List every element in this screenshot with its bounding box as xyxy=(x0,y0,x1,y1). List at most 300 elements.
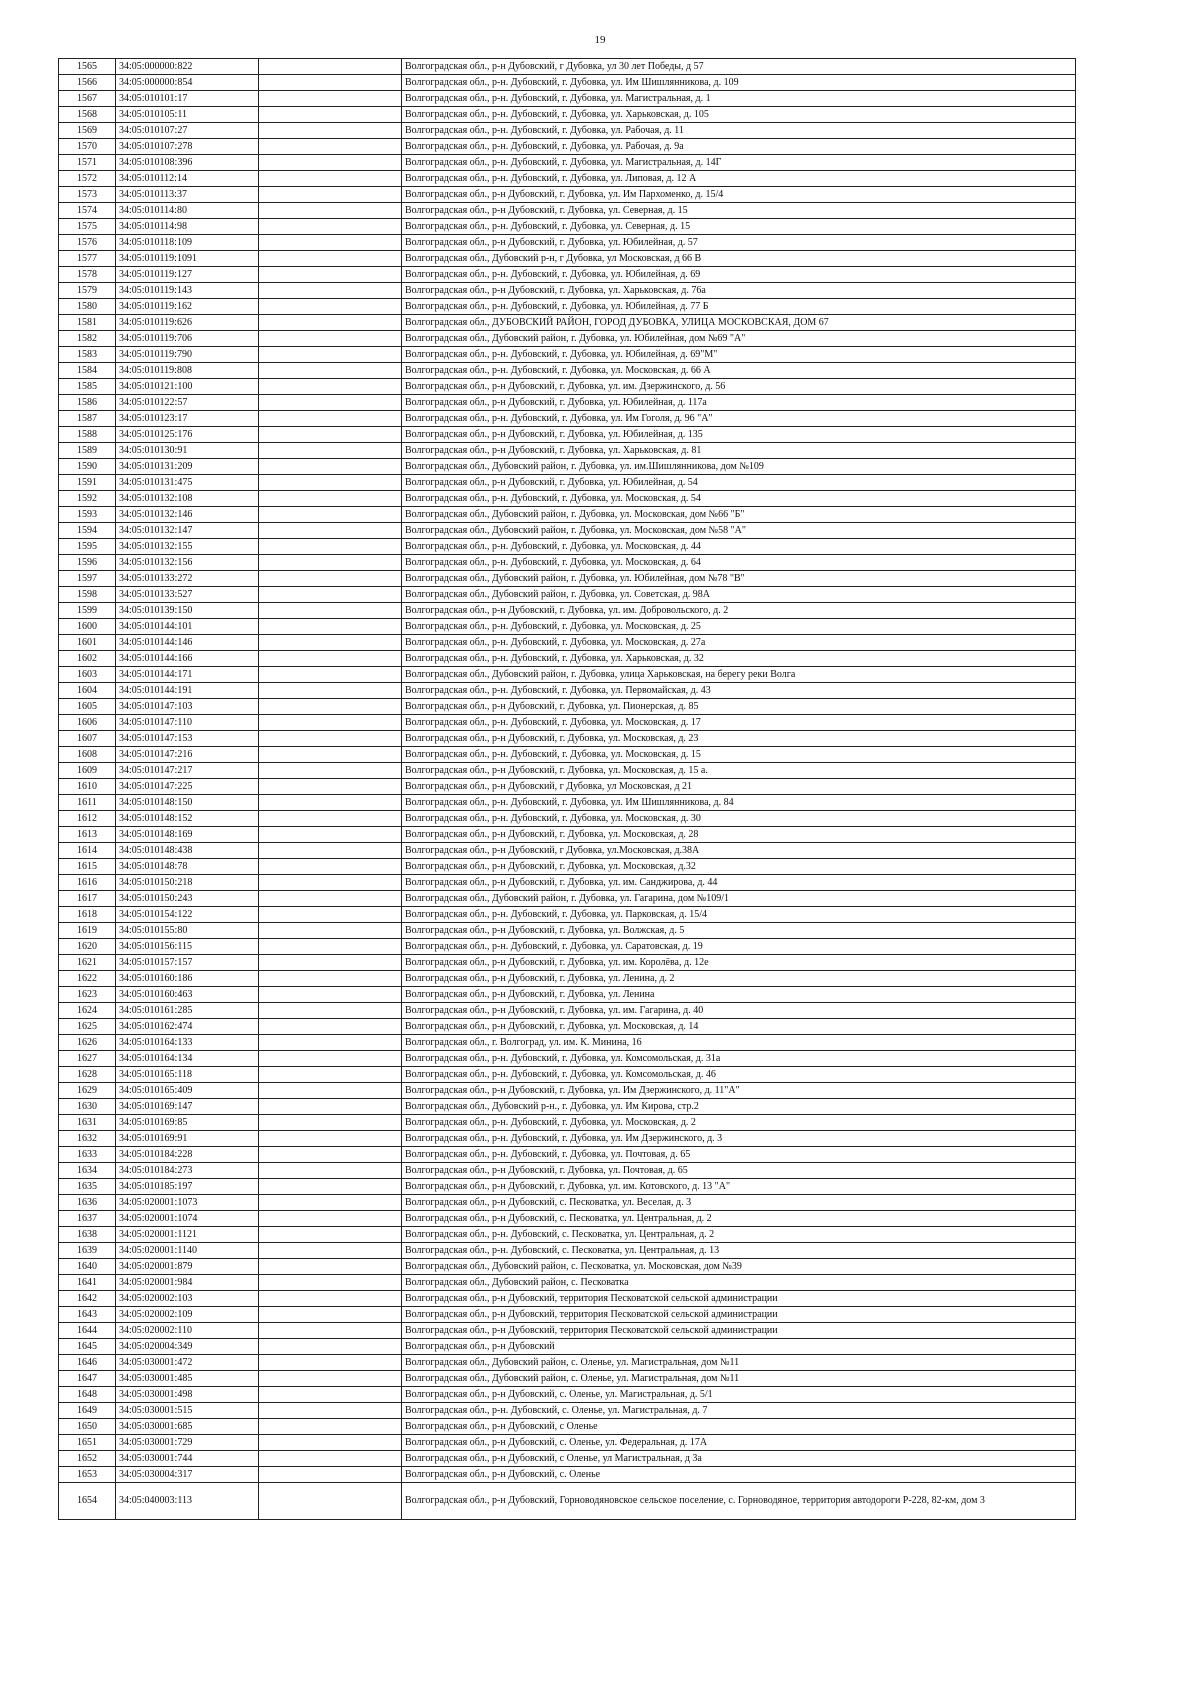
table-row xyxy=(59,283,1076,299)
row-number-cell: 1584 xyxy=(59,363,116,379)
table-row xyxy=(59,715,1076,731)
empty-cell xyxy=(259,283,402,299)
empty-cell xyxy=(259,907,402,923)
cadastral-number-cell: 34:05:010119:127 xyxy=(116,267,259,283)
address-cell: Волгоградская обл., р-н. Дубовский, г. Дубовка, ул. Рабочая, д. 11 xyxy=(402,123,1076,139)
address-cell: Волгоградская обл., р-н Дубовский, г. Дубовка, ул. Харьковская, д. 76а xyxy=(402,283,1076,299)
register-body xyxy=(59,59,1076,1520)
address-cell: Волгоградская обл., р-н. Дубовский, с. Песковатка, ул. Центральная, д. 2 xyxy=(402,1227,1076,1243)
cadastral-number-cell: 34:05:010147:153 xyxy=(116,731,259,747)
address-cell: Волгоградская обл., р-н Дубовский, территория Песковатской сельской администрации xyxy=(402,1323,1076,1339)
table-row xyxy=(59,939,1076,955)
row-number-cell: 1625 xyxy=(59,1019,116,1035)
row-number-cell: 1574 xyxy=(59,203,116,219)
row-number-cell: 1636 xyxy=(59,1195,116,1211)
cadastral-number-cell: 34:05:010119:626 xyxy=(116,315,259,331)
row-number-cell: 1645 xyxy=(59,1339,116,1355)
empty-cell xyxy=(259,587,402,603)
table-row xyxy=(59,651,1076,667)
cadastral-number-cell: 34:05:010112:14 xyxy=(116,171,259,187)
row-number-cell: 1582 xyxy=(59,331,116,347)
empty-cell xyxy=(259,731,402,747)
table-row xyxy=(59,1467,1076,1483)
empty-cell xyxy=(259,1067,402,1083)
empty-cell xyxy=(259,1483,402,1520)
row-number-cell: 1588 xyxy=(59,427,116,443)
row-number-cell: 1591 xyxy=(59,475,116,491)
cadastral-number-cell: 34:05:030001:515 xyxy=(116,1403,259,1419)
empty-cell xyxy=(259,347,402,363)
table-row xyxy=(59,1019,1076,1035)
empty-cell xyxy=(259,987,402,1003)
table-row xyxy=(59,763,1076,779)
table-row xyxy=(59,235,1076,251)
cadastral-number-cell: 34:05:010165:409 xyxy=(116,1083,259,1099)
address-cell: Волгоградская обл., Дубовский район, с. Оленье, ул. Магистральная, дом №11 xyxy=(402,1371,1076,1387)
address-cell: Волгоградская обл., р-н. Дубовский, г. Дубовка, ул. Им Шишлянникова, д. 84 xyxy=(402,795,1076,811)
table-row xyxy=(59,1211,1076,1227)
empty-cell xyxy=(259,507,402,523)
address-cell: Волгоградская обл., р-н Дубовский, г. Дубовка, ул. Северная, д. 15 xyxy=(402,203,1076,219)
cadastral-number-cell: 34:05:020002:103 xyxy=(116,1291,259,1307)
table-row xyxy=(59,1035,1076,1051)
row-number-cell: 1583 xyxy=(59,347,116,363)
row-number-cell: 1627 xyxy=(59,1051,116,1067)
cadastral-number-cell: 34:05:010162:474 xyxy=(116,1019,259,1035)
row-number-cell: 1634 xyxy=(59,1163,116,1179)
cadastral-number-cell: 34:05:020001:1121 xyxy=(116,1227,259,1243)
table-row xyxy=(59,667,1076,683)
table-row xyxy=(59,923,1076,939)
row-number-cell: 1581 xyxy=(59,315,116,331)
row-number-cell: 1578 xyxy=(59,267,116,283)
table-row xyxy=(59,1099,1076,1115)
empty-cell xyxy=(259,523,402,539)
cadastral-number-cell: 34:05:010154:122 xyxy=(116,907,259,923)
row-number-cell: 1568 xyxy=(59,107,116,123)
empty-cell xyxy=(259,363,402,379)
row-number-cell: 1579 xyxy=(59,283,116,299)
cadastral-number-cell: 34:05:010185:197 xyxy=(116,1179,259,1195)
cadastral-number-cell: 34:05:010164:133 xyxy=(116,1035,259,1051)
cadastral-number-cell: 34:05:010119:808 xyxy=(116,363,259,379)
empty-cell xyxy=(259,843,402,859)
row-number-cell: 1576 xyxy=(59,235,116,251)
row-number-cell: 1646 xyxy=(59,1355,116,1371)
empty-cell xyxy=(259,315,402,331)
table-row xyxy=(59,1131,1076,1147)
table-row xyxy=(59,843,1076,859)
table-row xyxy=(59,971,1076,987)
empty-cell xyxy=(259,1115,402,1131)
row-number-cell: 1614 xyxy=(59,843,116,859)
row-number-cell: 1647 xyxy=(59,1371,116,1387)
cadastral-number-cell: 34:05:010125:176 xyxy=(116,427,259,443)
table-row xyxy=(59,187,1076,203)
cadastral-number-cell: 34:05:010132:155 xyxy=(116,539,259,555)
address-cell: Волгоградская обл., Дубовский р-н., г. Дубовка, ул. Им Кирова, стр.2 xyxy=(402,1099,1076,1115)
address-cell: Волгоградская обл., Дубовский район, г. Дубовка, улица Харьковская, на берегу реки Волга xyxy=(402,667,1076,683)
row-number-cell: 1630 xyxy=(59,1099,116,1115)
empty-cell xyxy=(259,1339,402,1355)
empty-cell xyxy=(259,235,402,251)
row-number-cell: 1604 xyxy=(59,683,116,699)
address-cell: Волгоградская обл., р-н. Дубовский, г. Дубовка, ул. Саратовская, д. 19 xyxy=(402,939,1076,955)
empty-cell xyxy=(259,1275,402,1291)
empty-cell xyxy=(259,1291,402,1307)
address-cell: Волгоградская обл., р-н Дубовский, г. Дубовка, ул. Пионерская, д. 85 xyxy=(402,699,1076,715)
cadastral-number-cell: 34:05:030001:485 xyxy=(116,1371,259,1387)
address-cell: Волгоградская обл., р-н Дубовский, г. Дубовка, ул. Московская, д. 28 xyxy=(402,827,1076,843)
address-cell: Волгоградская обл., р-н Дубовский, г. Дубовка, ул. Московская, д. 14 xyxy=(402,1019,1076,1035)
address-cell: Волгоградская обл., р-н. Дубовский, г. Дубовка, ул. Комсомольская, д. 31а xyxy=(402,1051,1076,1067)
table-row xyxy=(59,827,1076,843)
cadastral-number-cell: 34:05:010139:150 xyxy=(116,603,259,619)
row-number-cell: 1617 xyxy=(59,891,116,907)
cadastral-number-cell: 34:05:020001:1073 xyxy=(116,1195,259,1211)
table-row xyxy=(59,107,1076,123)
table-row xyxy=(59,379,1076,395)
empty-cell xyxy=(259,139,402,155)
page-number: 19 xyxy=(594,34,606,46)
address-cell: Волгоградская обл., Дубовский район, г. Дубовка, ул. Юбилейная, дом №78 "В" xyxy=(402,571,1076,587)
address-cell: Волгоградская обл., р-н Дубовский, г. Дубовка, ул. Харьковская, д. 81 xyxy=(402,443,1076,459)
address-cell: Волгоградская обл., р-н. Дубовский, г. Дубовка, ул. Московская, д. 54 xyxy=(402,491,1076,507)
address-cell: Волгоградская обл., Дубовский район, г. Дубовка, ул. Советская, д. 98А xyxy=(402,587,1076,603)
cadastral-number-cell: 34:05:010161:285 xyxy=(116,1003,259,1019)
address-cell: Волгоградская обл., р-н Дубовский, г Дубовка, ул 30 лет Победы, д 57 xyxy=(402,59,1076,75)
table-row xyxy=(59,1323,1076,1339)
row-number-cell: 1603 xyxy=(59,667,116,683)
cadastral-number-cell: 34:05:010131:209 xyxy=(116,459,259,475)
table-row xyxy=(59,683,1076,699)
address-cell: Волгоградская обл., Дубовский район, г. Дубовка, ул. Гагарина, дом №109/1 xyxy=(402,891,1076,907)
table-row xyxy=(59,779,1076,795)
address-cell: Волгоградская обл., р-н Дубовский, территория Песковатской сельской администрации xyxy=(402,1307,1076,1323)
table-row xyxy=(59,1259,1076,1275)
row-number-cell: 1602 xyxy=(59,651,116,667)
table-row xyxy=(59,331,1076,347)
table-row xyxy=(59,1003,1076,1019)
row-number-cell: 1587 xyxy=(59,411,116,427)
address-cell: Волгоградская обл., р-н Дубовский, г. Дубовка, ул. Московская, д. 15 а. xyxy=(402,763,1076,779)
address-cell: Волгоградская обл., р-н. Дубовский, г. Дубовка, ул. Московская, д. 66 А xyxy=(402,363,1076,379)
cadastral-number-cell: 34:05:010147:110 xyxy=(116,715,259,731)
empty-cell xyxy=(259,1403,402,1419)
row-number-cell: 1573 xyxy=(59,187,116,203)
empty-cell xyxy=(259,571,402,587)
cadastral-number-cell: 34:05:010169:91 xyxy=(116,1131,259,1147)
empty-cell xyxy=(259,1163,402,1179)
address-cell: Волгоградская обл., р-н Дубовский, г. Дубовка, ул. им. Королёва, д. 12е xyxy=(402,955,1076,971)
address-cell: Волгоградская обл., Дубовский район, с. Оленье, ул. Магистральная, дом №11 xyxy=(402,1355,1076,1371)
cadastral-number-cell: 34:05:030001:685 xyxy=(116,1419,259,1435)
table-row xyxy=(59,955,1076,971)
empty-cell xyxy=(259,1467,402,1483)
cadastral-number-cell: 34:05:010147:216 xyxy=(116,747,259,763)
empty-cell xyxy=(259,443,402,459)
row-number-cell: 1619 xyxy=(59,923,116,939)
row-number-cell: 1628 xyxy=(59,1067,116,1083)
table-row xyxy=(59,571,1076,587)
row-number-cell: 1651 xyxy=(59,1435,116,1451)
address-cell: Волгоградская обл., р-н Дубовский, г. Дубовка, ул. им. Дзержинского, д. 56 xyxy=(402,379,1076,395)
cadastral-number-cell: 34:05:000000:854 xyxy=(116,75,259,91)
table-row xyxy=(59,523,1076,539)
address-cell: Волгоградская обл., р-н. Дубовский, г. Дубовка, ул. Им Гоголя, д. 96 "А" xyxy=(402,411,1076,427)
cadastral-number-cell: 34:05:010105:11 xyxy=(116,107,259,123)
row-number-cell: 1606 xyxy=(59,715,116,731)
empty-cell xyxy=(259,411,402,427)
empty-cell xyxy=(259,555,402,571)
row-number-cell: 1569 xyxy=(59,123,116,139)
empty-cell xyxy=(259,219,402,235)
cadastral-number-cell: 34:05:010132:108 xyxy=(116,491,259,507)
cadastral-number-cell: 34:05:010150:218 xyxy=(116,875,259,891)
table-row xyxy=(59,1355,1076,1371)
row-number-cell: 1586 xyxy=(59,395,116,411)
table-row xyxy=(59,891,1076,907)
cadastral-number-cell: 34:05:010148:152 xyxy=(116,811,259,827)
cadastral-number-cell: 34:05:030001:498 xyxy=(116,1387,259,1403)
cadastral-number-cell: 34:05:000000:822 xyxy=(116,59,259,75)
row-number-cell: 1570 xyxy=(59,139,116,155)
cadastral-number-cell: 34:05:010119:143 xyxy=(116,283,259,299)
table-row xyxy=(59,555,1076,571)
row-number-cell: 1599 xyxy=(59,603,116,619)
table-row xyxy=(59,1387,1076,1403)
table-row xyxy=(59,427,1076,443)
cadastral-number-cell: 34:05:010119:706 xyxy=(116,331,259,347)
cadastral-number-cell: 34:05:010164:134 xyxy=(116,1051,259,1067)
row-number-cell: 1597 xyxy=(59,571,116,587)
address-cell: Волгоградская обл., р-н Дубовский, г. Дубовка, ул. Московская, д.32 xyxy=(402,859,1076,875)
address-cell: Волгоградская обл., Дубовский район, г. Дубовка, ул. Юбилейная, дом №69 "А" xyxy=(402,331,1076,347)
empty-cell xyxy=(259,1387,402,1403)
empty-cell xyxy=(259,923,402,939)
cadastral-number-cell: 34:05:010148:169 xyxy=(116,827,259,843)
empty-cell xyxy=(259,1307,402,1323)
row-number-cell: 1618 xyxy=(59,907,116,923)
table-row xyxy=(59,171,1076,187)
cadastral-number-cell: 34:05:010101:17 xyxy=(116,91,259,107)
address-cell: Волгоградская обл., Дубовский район, с. Песковатка xyxy=(402,1275,1076,1291)
table-row xyxy=(59,1435,1076,1451)
empty-cell xyxy=(259,619,402,635)
empty-cell xyxy=(259,827,402,843)
address-cell: Волгоградская обл., р-н Дубовский, г. Дубовка, ул. им. Котовского, д. 13 "А" xyxy=(402,1179,1076,1195)
address-cell: Волгоградская обл., р-н. Дубовский, г. Дубовка, ул. Московская, д. 2 xyxy=(402,1115,1076,1131)
row-number-cell: 1637 xyxy=(59,1211,116,1227)
row-number-cell: 1607 xyxy=(59,731,116,747)
table-row xyxy=(59,747,1076,763)
row-number-cell: 1629 xyxy=(59,1083,116,1099)
cadastral-number-cell: 34:05:010160:463 xyxy=(116,987,259,1003)
table-row xyxy=(59,203,1076,219)
empty-cell xyxy=(259,475,402,491)
table-row xyxy=(59,395,1076,411)
empty-cell xyxy=(259,251,402,267)
address-cell: Волгоградская обл., р-н Дубовский, с. Песковатка, ул. Веселая, д. 3 xyxy=(402,1195,1076,1211)
row-number-cell: 1648 xyxy=(59,1387,116,1403)
address-cell: Волгоградская обл., р-н Дубовский, г. Дубовка, ул. Юбилейная, д. 135 xyxy=(402,427,1076,443)
row-number-cell: 1611 xyxy=(59,795,116,811)
empty-cell xyxy=(259,635,402,651)
cadastral-number-cell: 34:05:010144:166 xyxy=(116,651,259,667)
row-number-cell: 1620 xyxy=(59,939,116,955)
row-number-cell: 1641 xyxy=(59,1275,116,1291)
cadastral-number-cell: 34:05:010157:157 xyxy=(116,955,259,971)
empty-cell xyxy=(259,203,402,219)
row-number-cell: 1640 xyxy=(59,1259,116,1275)
address-cell: Волгоградская обл., р-н. Дубовский, г. Дубовка, ул. Магистральная, д. 14Г xyxy=(402,155,1076,171)
cadastral-number-cell: 34:05:010169:85 xyxy=(116,1115,259,1131)
cadastral-number-cell: 34:05:020001:1074 xyxy=(116,1211,259,1227)
row-number-cell: 1575 xyxy=(59,219,116,235)
row-number-cell: 1589 xyxy=(59,443,116,459)
cadastral-number-cell: 34:05:020002:110 xyxy=(116,1323,259,1339)
address-cell: Волгоградская обл., р-н. Дубовский, г. Дубовка, ул. Рабочая, д. 9а xyxy=(402,139,1076,155)
cadastral-number-cell: 34:05:020004:349 xyxy=(116,1339,259,1355)
cadastral-number-cell: 34:05:020002:109 xyxy=(116,1307,259,1323)
address-cell: Волгоградская обл., Дубовский р-н, г Дубовка, ул Московская, д 66 В xyxy=(402,251,1076,267)
row-number-cell: 1592 xyxy=(59,491,116,507)
cadastral-number-cell: 34:05:010119:1091 xyxy=(116,251,259,267)
address-cell: Волгоградская обл., г. Волгоград, ул. им. К. Минина, 16 xyxy=(402,1035,1076,1051)
empty-cell xyxy=(259,1259,402,1275)
table-row xyxy=(59,299,1076,315)
row-number-cell: 1643 xyxy=(59,1307,116,1323)
address-cell: Волгоградская обл., р-н. Дубовский, г. Дубовка, ул. Юбилейная, д. 69"М" xyxy=(402,347,1076,363)
table-row xyxy=(59,1163,1076,1179)
address-cell: Волгоградская обл., р-н. Дубовский, г. Дубовка, ул. Первомайская, д. 43 xyxy=(402,683,1076,699)
row-number-cell: 1595 xyxy=(59,539,116,555)
address-cell: Волгоградская обл., р-н Дубовский, г. Дубовка, ул. им. Санджирова, д. 44 xyxy=(402,875,1076,891)
address-cell: Волгоградская обл., р-н. Дубовский, г. Дубовка, ул. Северная, д. 15 xyxy=(402,219,1076,235)
empty-cell xyxy=(259,1211,402,1227)
address-cell: Волгоградская обл., р-н. Дубовский, г. Дубовка, ул. Юбилейная, д. 77 Б xyxy=(402,299,1076,315)
address-cell: Волгоградская обл., р-н Дубовский, с Оленье, ул Магистральная, д 3а xyxy=(402,1451,1076,1467)
empty-cell xyxy=(259,1019,402,1035)
table-row xyxy=(59,411,1076,427)
empty-cell xyxy=(259,667,402,683)
row-number-cell: 1621 xyxy=(59,955,116,971)
table-row xyxy=(59,811,1076,827)
empty-cell xyxy=(259,459,402,475)
cadastral-number-cell: 34:05:010132:146 xyxy=(116,507,259,523)
cadastral-number-cell: 34:05:010160:186 xyxy=(116,971,259,987)
cadastral-number-cell: 34:05:010114:80 xyxy=(116,203,259,219)
row-number-cell: 1610 xyxy=(59,779,116,795)
row-number-cell: 1626 xyxy=(59,1035,116,1051)
table-row xyxy=(59,731,1076,747)
empty-cell xyxy=(259,59,402,75)
empty-cell xyxy=(259,187,402,203)
address-cell: Волгоградская обл., р-н. Дубовский, с. Песковатка, ул. Центральная, д. 13 xyxy=(402,1243,1076,1259)
table-row xyxy=(59,1083,1076,1099)
address-cell: Волгоградская обл., Дубовский район, г. Дубовка, ул. им.Шишлянникова, дом №109 xyxy=(402,459,1076,475)
empty-cell xyxy=(259,779,402,795)
address-cell: Волгоградская обл., р-н. Дубовский, г. Дубовка, ул. Им Дзержинского, д. 3 xyxy=(402,1131,1076,1147)
row-number-cell: 1565 xyxy=(59,59,116,75)
address-cell: Волгоградская обл., р-н Дубовский, с. Оленье xyxy=(402,1467,1076,1483)
table-row xyxy=(59,251,1076,267)
row-number-cell: 1654 xyxy=(59,1483,116,1520)
cadastral-number-cell: 34:05:010156:115 xyxy=(116,939,259,955)
address-cell: Волгоградская обл., р-н. Дубовский, г. Дубовка, ул. Липовая, д. 12 А xyxy=(402,171,1076,187)
address-cell: Волгоградская обл., р-н. Дубовский, г. Дубовка, ул. Магистральная, д. 1 xyxy=(402,91,1076,107)
table-row xyxy=(59,1403,1076,1419)
row-number-cell: 1585 xyxy=(59,379,116,395)
address-cell: Волгоградская обл., р-н Дубовский, г. Дубовка, ул. им. Гагарина, д. 40 xyxy=(402,1003,1076,1019)
table-row xyxy=(59,1307,1076,1323)
empty-cell xyxy=(259,1003,402,1019)
cadastral-number-cell: 34:05:010147:217 xyxy=(116,763,259,779)
empty-cell xyxy=(259,1243,402,1259)
empty-cell xyxy=(259,1179,402,1195)
table-row xyxy=(59,1179,1076,1195)
cadastral-number-cell: 34:05:010118:109 xyxy=(116,235,259,251)
empty-cell xyxy=(259,155,402,171)
row-number-cell: 1613 xyxy=(59,827,116,843)
empty-cell xyxy=(259,107,402,123)
address-cell: Волгоградская обл., р-н Дубовский, г. Дубовка, ул. Им Пархоменко, д. 15/4 xyxy=(402,187,1076,203)
table-row xyxy=(59,635,1076,651)
address-cell: Волгоградская обл., р-н Дубовский, г. Дубовка, ул. Волжская, д. 5 xyxy=(402,923,1076,939)
cadastral-number-cell: 34:05:040003:113 xyxy=(116,1483,259,1520)
address-cell: Волгоградская обл., р-н Дубовский, с. Оленье, ул. Федеральная, д. 17А xyxy=(402,1435,1076,1451)
table-row xyxy=(59,539,1076,555)
cadastral-number-cell: 34:05:010123:17 xyxy=(116,411,259,427)
row-number-cell: 1572 xyxy=(59,171,116,187)
empty-cell xyxy=(259,331,402,347)
row-number-cell: 1596 xyxy=(59,555,116,571)
table-row xyxy=(59,875,1076,891)
empty-cell xyxy=(259,171,402,187)
table-row xyxy=(59,1067,1076,1083)
table-row xyxy=(59,507,1076,523)
address-cell: Волгоградская обл., р-н. Дубовский, г. Дубовка, ул. Почтовая, д. 65 xyxy=(402,1147,1076,1163)
table-row xyxy=(59,699,1076,715)
empty-cell xyxy=(259,395,402,411)
empty-cell xyxy=(259,267,402,283)
table-row xyxy=(59,267,1076,283)
row-number-cell: 1653 xyxy=(59,1467,116,1483)
cadastral-number-cell: 34:05:010165:118 xyxy=(116,1067,259,1083)
table-row xyxy=(59,859,1076,875)
table-row xyxy=(59,347,1076,363)
empty-cell xyxy=(259,795,402,811)
cadastral-number-cell: 34:05:010169:147 xyxy=(116,1099,259,1115)
empty-cell xyxy=(259,715,402,731)
cadastral-number-cell: 34:05:010119:790 xyxy=(116,347,259,363)
table-row xyxy=(59,1451,1076,1467)
empty-cell xyxy=(259,1099,402,1115)
cadastral-number-cell: 34:05:010147:225 xyxy=(116,779,259,795)
address-cell: Волгоградская обл., р-н Дубовский, с. Песковатка, ул. Центральная, д. 2 xyxy=(402,1211,1076,1227)
empty-cell xyxy=(259,811,402,827)
row-number-cell: 1600 xyxy=(59,619,116,635)
table-row xyxy=(59,1147,1076,1163)
row-number-cell: 1598 xyxy=(59,587,116,603)
table-row xyxy=(59,1483,1076,1520)
table-row xyxy=(59,59,1076,75)
cadastral-number-cell: 34:05:010130:91 xyxy=(116,443,259,459)
table-row xyxy=(59,75,1076,91)
empty-cell xyxy=(259,1419,402,1435)
cadastral-number-cell: 34:05:010121:100 xyxy=(116,379,259,395)
empty-cell xyxy=(259,91,402,107)
